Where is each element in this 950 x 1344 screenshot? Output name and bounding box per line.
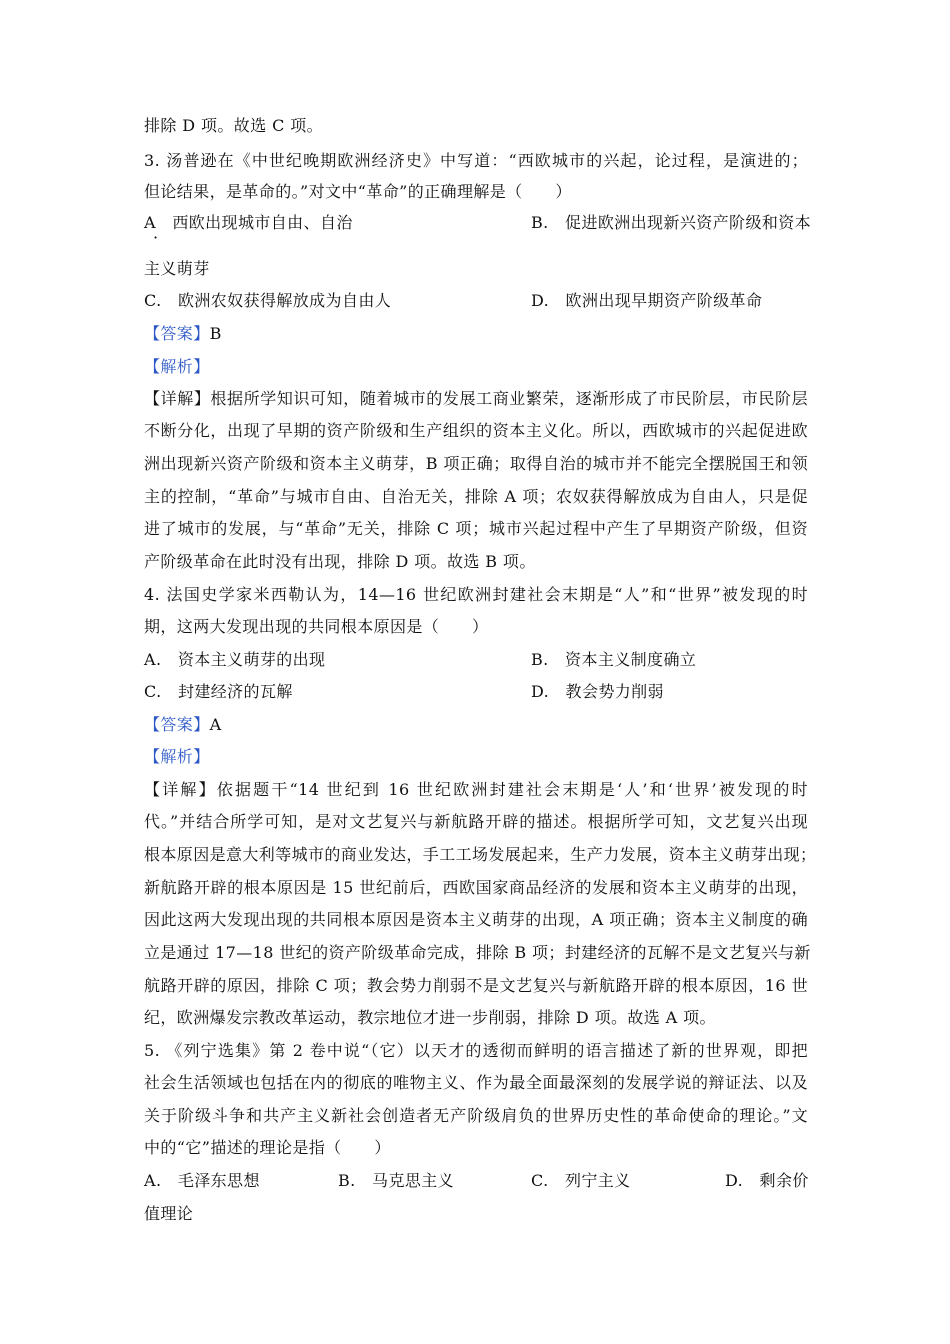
q4-detail-line-1: 【详解】依据题干“14 世纪到 16 世纪欧洲封建社会末期是‘人’和‘世界’被发现的时 [144,780,808,799]
q3-stem-line-2: 但论结果，是革命的。”对文中“革命”的正确理解是（ ） [144,182,572,201]
answer-value: B [209,324,222,343]
q3-answer [144,323,222,345]
q3-option-a: A 西欧出现城市自由、自治 [144,213,353,232]
q3-detail-line-4: 主的控制，“革命”与城市自由、自治无关，排除 A 项；农奴获得解放成为自由人，只是促 [144,487,808,506]
q4-analysis-label: 【解析】 [144,747,210,766]
q4-option-d: D. 教会势力削弱 [531,682,664,701]
q4-detail-line-6: 立是通过 17—18 世纪的资产阶级革命完成，排除 B 项；封建经济的瓦解不是文艺复兴与新 [144,943,811,962]
q5-option-d-cont: 值理论 [144,1204,194,1223]
emphasis-dot: · [153,228,159,247]
q4-option-b: B. 资本主义制度确立 [531,650,697,669]
q4-detail-line-7: 航路开辟的原因，排除 C 项；教会势力削弱不是文艺复兴与新航路开辟的根本原因，16 世 [144,976,808,995]
q4-stem-line-2: 期，这两大发现出现的共同根本原因是（ ） [144,617,489,636]
answer-label: 【答案】 [144,324,210,343]
q4-detail-line-8: 纪，欧洲爆发宗教改革运动，教宗地位才进一步削弱，排除 D 项。故选 A 项。 [144,1008,716,1027]
answer-value: A [209,715,222,734]
q3-option-d: D. 欧洲出现早期资产阶级革命 [531,291,763,310]
q3-detail-line-5: 进了城市的发展，与“革命”无关，排除 C 项；城市兴起过程中产生了早期资产阶级，但资 [144,519,808,538]
q4-answer [144,714,222,736]
q5-stem-line-3: 关于阶级斗争和共产主义新社会创造者无产阶级肩负的世界历史性的革命使命的理论。”文 [144,1106,808,1125]
q3-analysis-label: 【解析】 [144,357,210,376]
q5-option-a: A. 毛泽东思想 [144,1171,260,1190]
q5-option-d: D. 剩余价 [725,1171,809,1190]
q3-detail-line-3: 洲出现新兴资产阶级和资本主义萌芽，B 项正确；取得自治的城市并不能完全摆脱国王和领 [144,454,808,473]
q4-detail-line-4: 新航路开辟的根本原因是 15 世纪前后，西欧国家商品经济的发展和资本主义萌芽的出现， [144,878,808,897]
q4-detail-line-2: 代。”并结合所学可知，是对文艺复兴与新航路开辟的描述。根据所学可知，文艺复兴出现 [144,812,808,831]
q3-detail-line-1: 【详解】根据所学知识可知，随着城市的发展工商业繁荣，逐渐形成了市民阶层，市民阶层 [144,389,808,408]
q4-stem-line-1: 4. 法国史学家米西勒认为，14—16 世纪欧洲封建社会末期是“人”和“世界”被发现的时 [144,585,808,604]
q5-stem-line-2: 社会生活领域也包括在内的彻底的唯物主义、作为最全面最深刻的发展学说的辩证法、以及 [144,1073,808,1092]
q3-detail-line-6: 产阶级革命在此时没有出现，排除 D 项。故选 B 项。 [144,552,536,571]
q3-option-b: B. 促进欧洲出现新兴资产阶级和资本 [531,213,812,232]
q3-detail-line-2: 不断分化，出现了早期的资产阶级和生产组织的资本主义化。所以，西欧城市的兴起促进欧 [144,421,808,440]
q3-option-b-cont: 主义萌芽 [144,259,210,278]
q5-option-c: C. 列宁主义 [531,1171,631,1190]
q4-option-c: C. 封建经济的瓦解 [144,682,293,701]
q4-detail-line-5: 因此这两大发现出现的共同根本原因是资本主义萌芽的出现，A 项正确；资本主义制度的确 [144,910,808,929]
q5-option-b: B. 马克思主义 [338,1171,455,1190]
answer-label: 【答案】 [144,715,210,734]
intro-line: 排除 D 项。故选 C 项。 [144,116,324,135]
q4-detail-line-3: 根本原因是意大利等城市的商业发达，手工工场发展起来，生产力发展，资本主义萌芽出现； [144,845,817,864]
q3-stem-line-1: 3. 汤普逊在《中世纪晚期欧洲经济史》中写道：“西欧城市的兴起，论过程，是演进的； [144,151,808,170]
q3-option-c: C. 欧洲农奴获得解放成为自由人 [144,291,392,310]
q5-stem-line-4: 中的“它”描述的理论是指（ ） [144,1138,391,1157]
q5-stem-line-1: 5. 《列宁选集》第 2 卷中说“（它）以天才的透彻而鲜明的语言描述了新的世界观，即把 [144,1041,808,1060]
q4-option-a: A. 资本主义萌芽的出现 [144,650,326,669]
